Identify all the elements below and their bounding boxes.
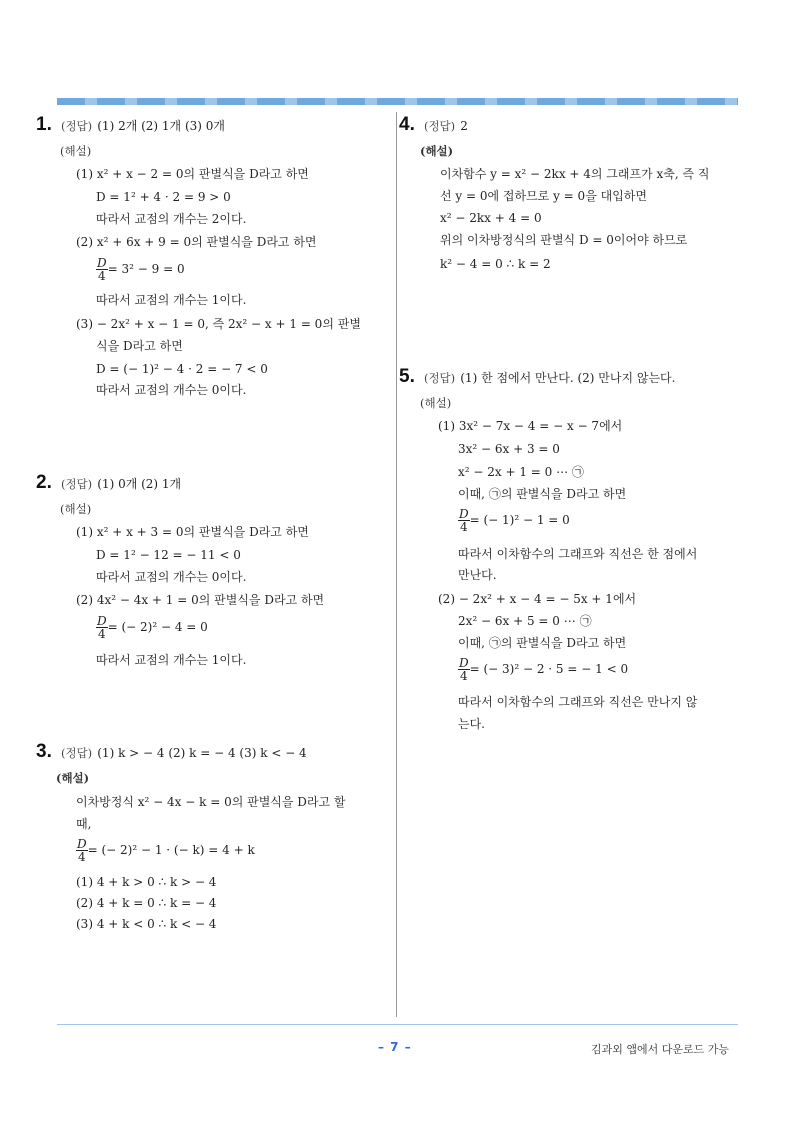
p5-fraction-2: $\frac{D}{4}$ xyxy=(459,656,469,683)
p2-line-6: 따라서 교점의 개수는 1이다. xyxy=(96,653,247,667)
problem-2-header xyxy=(36,472,181,494)
problem-4-answer-tag: (정답) xyxy=(423,119,456,133)
problem-3-answer-tag: (정답) xyxy=(60,746,93,760)
p5-line-5: $\frac{D}{4}$ = (− 1)² − 1 = 0 xyxy=(459,507,570,534)
page-number: – 7 – xyxy=(378,1040,412,1054)
p2-fraction: $\frac{D}{4}$ xyxy=(97,614,107,641)
p1-line-5: $\frac{D}{4}$ = 3² − 9 = 0 xyxy=(97,256,185,283)
problem-5-header xyxy=(399,366,675,388)
problem-4-number: 4. xyxy=(399,114,415,135)
problem-4-solution-label: (해설) xyxy=(420,144,454,158)
p5-fraction-1: $\frac{D}{4}$ xyxy=(459,507,469,534)
p5-line-8: (2) − 2x² + x − 4 = − 5x + 1에서 xyxy=(438,592,637,606)
p1-line-6: 따라서 교점의 개수는 1이다. xyxy=(96,293,247,307)
p1-line-2: D = 1² + 4 · 2 = 9 > 0 xyxy=(96,190,231,204)
p2-line-2: D = 1² − 12 = − 11 < 0 xyxy=(96,548,241,562)
p2-line-1: (1) x² + x + 3 = 0의 판별식을 D라고 하면 xyxy=(76,525,309,539)
p3-line-6: (3) 4 + k < 0 ∴ k < − 4 xyxy=(76,917,217,931)
problem-2-solution-label: (해설) xyxy=(60,502,92,516)
p5-line-13: 는다. xyxy=(458,717,485,731)
p1-line-4: (2) x² + 6x + 9 = 0의 판별식을 D라고 하면 xyxy=(76,235,317,249)
p3-line-2: 때, xyxy=(76,817,92,831)
p5-line-6: 따라서 이차함수의 그래프와 직선은 한 점에서 xyxy=(458,547,698,561)
p3-line-1: 이차방정식 x² − 4x − k = 0의 판별식을 D라고 할 xyxy=(76,795,346,809)
p5-line-3: x² − 2x + 1 = 0 ⋯ ㉠ xyxy=(458,465,584,479)
p5-line-12: 따라서 이차함수의 그래프와 직선은 만나지 않 xyxy=(458,695,698,709)
p1-line-7: (3) − 2x² + x − 1 = 0, 즉 2x² − x + 1 = 0의 판별 xyxy=(76,317,361,331)
p4-line-4: 위의 이차방정식의 판별식 D = 0이어야 하므로 xyxy=(440,233,688,247)
problem-5-answer: (1) 한 점에서 만난다. (2) 만나지 않는다. xyxy=(460,371,676,385)
p1-fraction: $\frac{D}{4}$ xyxy=(97,256,107,283)
problem-5-solution-label: (해설) xyxy=(420,396,452,410)
problem-5-answer-tag: (정답) xyxy=(423,371,456,385)
problem-3-answer: (1) k > − 4 (2) k = − 4 (3) k < − 4 xyxy=(97,746,307,760)
p5-line-11: $\frac{D}{4}$ = (− 3)² − 2 · 5 = − 1 < 0 xyxy=(459,656,629,683)
p3-line-3: $\frac{D}{4}$ = (− 2)² − 1 · (− k) = 4 + k xyxy=(77,837,255,864)
problem-1-header xyxy=(36,114,225,136)
problem-5-number: 5. xyxy=(399,366,415,387)
p3-line-4: (1) 4 + k > 0 ∴ k > − 4 xyxy=(76,875,217,889)
p5-line-9: 2x² − 6x + 5 = 0 ⋯ ㉠ xyxy=(458,614,592,628)
problem-3-solution-label: (해설) xyxy=(56,771,90,785)
p3-line-5: (2) 4 + k = 0 ∴ k = − 4 xyxy=(76,896,217,910)
p5-line-7: 만난다. xyxy=(458,568,497,582)
p1-line-8: 식을 D라고 하면 xyxy=(96,339,183,353)
p1-line-1: (1) x² + x − 2 = 0의 판별식을 D라고 하면 xyxy=(76,167,309,181)
problem-2-answer-tag: (정답) xyxy=(60,477,93,491)
p2-line-4: (2) 4x² − 4x + 1 = 0의 판별식을 D라고 하면 xyxy=(76,593,325,607)
problem-3-header xyxy=(36,741,307,763)
header-stripe xyxy=(57,98,738,105)
p2-line-5: $\frac{D}{4}$ = (− 2)² − 4 = 0 xyxy=(97,614,208,641)
p5-line-10: 이때, ㉠의 판별식을 D라고 하면 xyxy=(458,636,627,650)
p3-fraction: $\frac{D}{4}$ xyxy=(77,837,87,864)
problem-1-solution-label: (해설) xyxy=(60,144,92,158)
p4-line-1: 이차함수 y = x² − 2kx + 4의 그래프가 x축, 즉 직 xyxy=(440,167,710,181)
p4-line-3: x² − 2kx + 4 = 0 xyxy=(440,211,542,225)
footer-rule xyxy=(57,1024,738,1025)
p5-line-2: 3x² − 6x + 3 = 0 xyxy=(458,442,560,456)
problem-3-number: 3. xyxy=(36,741,52,762)
problem-4-answer: 2 xyxy=(460,119,468,133)
p1-line-9: D = (− 1)² − 4 · 2 = − 7 < 0 xyxy=(96,362,268,376)
problem-1-answer: (1) 2개 (2) 1개 (3) 0개 xyxy=(97,119,225,133)
p1-line-10: 따라서 교점의 개수는 0이다. xyxy=(96,383,247,397)
problem-1-number: 1. xyxy=(36,114,52,135)
column-divider xyxy=(396,112,397,1017)
problem-4-header xyxy=(399,114,468,136)
problem-1-answer-tag: (정답) xyxy=(60,119,93,133)
problem-2-answer: (1) 0개 (2) 1개 xyxy=(97,477,182,491)
p2-line-3: 따라서 교점의 개수는 0이다. xyxy=(96,570,247,584)
p4-line-2: 선 y = 0에 접하므로 y = 0을 대입하면 xyxy=(440,189,647,203)
p4-line-5: k² − 4 = 0 ∴ k = 2 xyxy=(440,257,551,271)
p5-line-4: 이때, ㉠의 판별식을 D라고 하면 xyxy=(458,487,627,501)
footer-note: 김과외 앱에서 다운로드 가능 xyxy=(590,1043,729,1056)
p5-line-1: (1) 3x² − 7x − 4 = − x − 7에서 xyxy=(438,419,623,433)
p1-line-3: 따라서 교점의 개수는 2이다. xyxy=(96,212,247,226)
problem-2-number: 2. xyxy=(36,472,52,493)
